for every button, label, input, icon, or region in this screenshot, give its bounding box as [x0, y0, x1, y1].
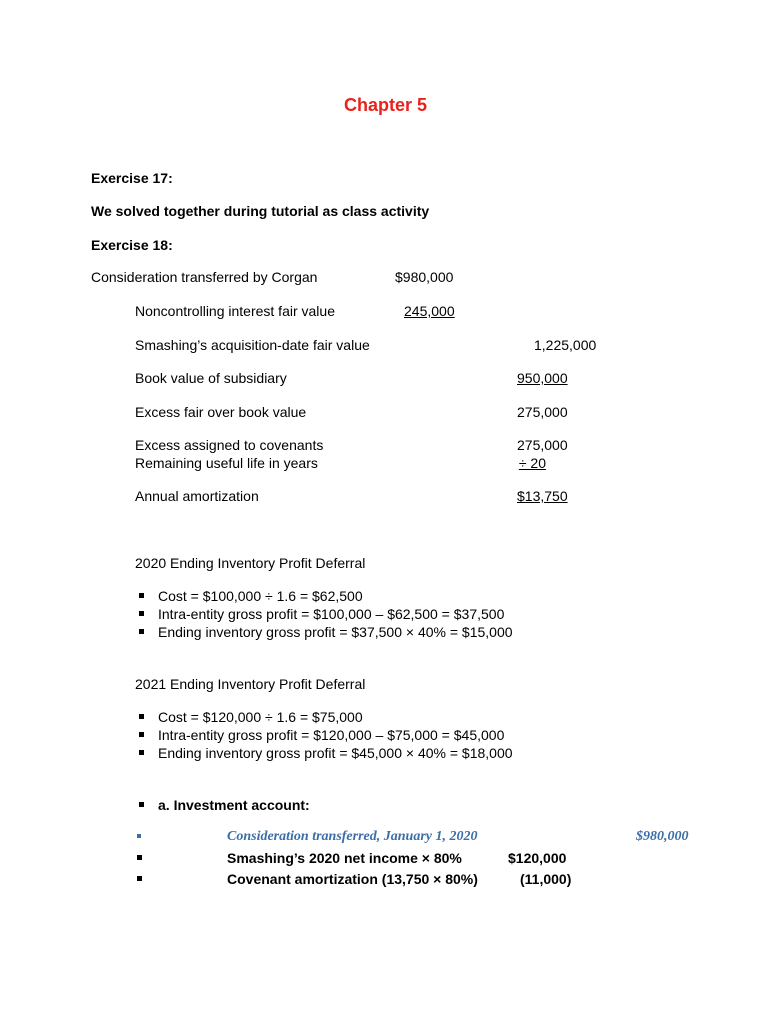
deferral-2020-heading: 2020 Ending Inventory Profit Deferral: [135, 555, 366, 571]
investment-heading: a. Investment account:: [158, 797, 310, 813]
exercise-17-heading: Exercise 17:: [91, 170, 173, 186]
book-value-label: Book value of subsidiary: [135, 370, 287, 386]
list-item: Cost = $100,000 ÷ 1.6 = $62,500: [158, 588, 363, 604]
consideration-label: Consideration transferred by Corgan: [91, 269, 318, 285]
square-bullet-icon: [137, 876, 142, 881]
exercise-17-note: We solved together during tutorial as class activity: [91, 203, 430, 219]
fair-value-label: Smashing’s acquisition-date fair value: [135, 337, 370, 353]
list-item: Cost = $120,000 ÷ 1.6 = $75,000: [158, 709, 363, 725]
book-value-value: 950,000: [517, 370, 568, 386]
investment-row2-value: $120,000: [508, 850, 567, 866]
list-item: Intra-entity gross profit = $120,000 – $75,000 = $45,000: [158, 727, 505, 743]
square-bullet-icon: [139, 802, 144, 807]
investment-row1-label: Consideration transferred, January 1, 2020: [227, 829, 478, 844]
deferral-2021-heading: 2021 Ending Inventory Profit Deferral: [135, 676, 366, 692]
amortization-label: Annual amortization: [135, 488, 259, 504]
investment-row3-label: Covenant amortization (13,750 × 80%): [227, 871, 478, 887]
square-bullet-icon: [137, 855, 142, 860]
square-bullet-icon: [139, 629, 144, 634]
square-bullet-icon: [139, 732, 144, 737]
investment-row3-value: (11,000): [520, 871, 572, 887]
consideration-value: $980,000: [395, 269, 454, 285]
excess-value: 275,000: [517, 404, 568, 420]
square-bullet-icon: [139, 714, 144, 719]
square-bullet-icon: [139, 611, 144, 616]
nci-value: 245,000: [404, 303, 455, 319]
investment-row2-label: Smashing’s 2020 net income × 80%: [227, 850, 462, 866]
useful-life-value: ÷ 20: [518, 455, 546, 471]
excess-label: Excess fair over book value: [135, 404, 307, 420]
nci-label: Noncontrolling interest fair value: [135, 303, 335, 319]
fair-value-value: 1,225,000: [534, 337, 597, 353]
useful-life-label: Remaining useful life in years: [135, 455, 318, 471]
exercise-18-heading: Exercise 18:: [91, 237, 173, 253]
covenants-value: 275,000: [517, 437, 568, 453]
square-bullet-icon: [139, 750, 144, 755]
amortization-value: $13,750: [517, 488, 568, 504]
list-item: Intra-entity gross profit = $100,000 – $62,500 = $37,500: [158, 606, 505, 622]
square-bullet-icon: [137, 834, 141, 838]
square-bullet-icon: [139, 593, 144, 598]
page-title: Chapter 5: [344, 95, 428, 115]
list-item: Ending inventory gross profit = $37,500 × 40% = $15,000: [158, 624, 513, 640]
investment-row1-value: $980,000: [636, 829, 689, 844]
covenants-label: Excess assigned to covenants: [135, 437, 324, 453]
list-item: Ending inventory gross profit = $45,000 × 40% = $18,000: [158, 745, 513, 761]
